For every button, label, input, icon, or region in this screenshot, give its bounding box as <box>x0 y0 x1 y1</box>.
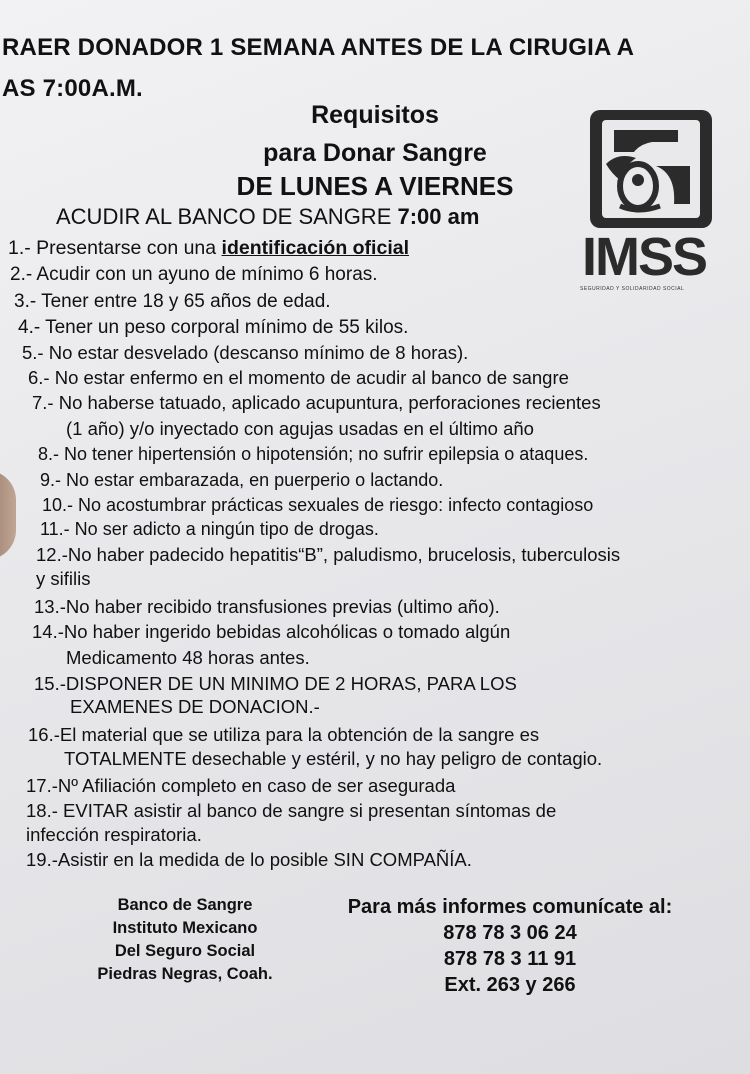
requirement-item-16-cont <box>64 748 602 770</box>
footer-address <box>70 894 300 986</box>
requirement-text: 11.- No ser adicto a ningún tipo de drogas. <box>40 519 379 539</box>
requirement-text: y sifilis <box>36 568 91 589</box>
footer-contact <box>305 894 715 998</box>
requirement-item-15-cont <box>70 696 320 718</box>
requirement-text: EXAMENES DE DONACION.- <box>70 696 320 717</box>
requirement-item-12 <box>36 544 620 566</box>
requirement-text: 10.- No acostumbrar prácticas sexuales de riesgo: infecto contagioso <box>42 495 594 515</box>
contact-heading: Para más informes comunícate al: <box>347 896 673 918</box>
requirement-item-15 <box>34 673 517 695</box>
requirement-text: infección respiratoria. <box>26 824 202 845</box>
phone-number: 878 78 3 11 91 <box>443 948 577 970</box>
requirement-text: 12.-No haber padecido hepatitis“B”, paludismo, brucelosis, tuberculosis <box>36 544 621 565</box>
requirement-text: 19.-Asistir en la medida de lo posible SIN COMPAÑÍA. <box>26 849 472 870</box>
requirement-item-3 <box>14 291 331 313</box>
requirement-item-1 <box>8 237 409 259</box>
requirement-item-13 <box>34 596 500 618</box>
requirement-item-5 <box>22 342 468 364</box>
logo-text: IMSS <box>582 227 707 287</box>
requirement-text: 5.- No estar desvelado (descanso mínimo de 8 horas). <box>22 342 469 363</box>
requirement-text: 8.- No tener hipertensión o hipotensión; no sufrir epilepsia o ataques. <box>38 444 589 464</box>
header-line-1: RAER DONADOR 1 SEMANA ANTES DE LA CIRUGIA A <box>2 34 635 61</box>
footer-address-line: Instituto Mexicano <box>112 919 258 937</box>
requirement-emphasis: identificación oficial <box>221 237 409 259</box>
subheading <box>56 204 479 230</box>
subheading-prefix: ACUDIR AL BANCO DE SANGRE <box>56 204 398 229</box>
requirement-text: 14.-No haber ingerido bebidas alcohólicas o tomado algún <box>32 621 511 642</box>
requirement-item-18-cont <box>26 824 202 846</box>
footer-address-line: Piedras Negras, Coah. <box>97 965 273 983</box>
requirement-item-11 <box>40 518 379 540</box>
requirement-text: Medicamento 48 horas antes. <box>66 647 310 668</box>
requirement-item-6 <box>28 367 569 389</box>
requirement-text: 18.- EVITAR asistir al banco de sangre si presentan síntomas de <box>26 800 557 821</box>
title-requisitos: Requisitos <box>311 101 439 129</box>
title-donar-sangre: para Donar Sangre <box>263 139 487 167</box>
requirement-item-18 <box>26 800 556 822</box>
requirement-item-4 <box>18 317 408 339</box>
title-days: DE LUNES A VIERNES <box>236 171 514 201</box>
requirement-text: 17.-Nº Afiliación completo en caso de ser asegurada <box>26 775 456 796</box>
requirement-text: 1.- Presentarse con una <box>8 237 222 259</box>
thumb-photo-edge <box>0 470 16 560</box>
requirement-item-9 <box>40 469 443 491</box>
requirement-text: 7.- No haberse tatuado, aplicado acupuntura, perforaciones recientes <box>32 392 601 413</box>
requirement-text: 3.- Tener entre 18 y 65 años de edad. <box>14 291 331 312</box>
requirement-item-10 <box>42 494 593 516</box>
requirement-text: (1 año) y/o inyectado con agujas usadas en el último año <box>66 418 534 439</box>
requirement-item-16 <box>28 724 539 746</box>
requirement-text: 4.- Tener un peso corporal mínimo de 55 kilos. <box>18 317 409 338</box>
header-line-2: AS 7:00A.M. <box>2 75 143 102</box>
requirement-text: TOTALMENTE desechable y estéril, y no hay peligro de contagio. <box>64 748 603 769</box>
requirement-text: 16.-El material que se utiliza para la obtención de la sangre es <box>28 724 540 745</box>
footer-address-line: Banco de Sangre <box>117 896 253 914</box>
phone-extensions: Ext. 263 y 266 <box>444 974 576 996</box>
requirement-item-7-cont <box>66 418 534 440</box>
requirement-text: 13.-No haber recibido transfusiones previas (ultimo año). <box>34 596 500 617</box>
footer-address-line: Del Seguro Social <box>114 942 256 960</box>
requirement-item-2 <box>10 264 378 286</box>
requirement-item-8 <box>38 443 588 465</box>
requirement-text: 6.- No estar enfermo en el momento de acudir al banco de sangre <box>28 367 569 388</box>
requirement-item-17 <box>26 775 455 797</box>
requirement-text: 15.-DISPONER DE UN MINIMO DE 2 HORAS, PARA LOS <box>34 673 517 694</box>
phone-number: 878 78 3 06 24 <box>443 922 577 944</box>
subheading-time: 7:00 am <box>397 204 480 229</box>
requirement-item-19 <box>26 849 472 871</box>
requirement-item-14 <box>32 621 510 643</box>
logo-tagline: SEGURIDAD Y SOLIDARIDAD SOCIAL <box>580 286 685 292</box>
requirement-text: 2.- Acudir con un ayuno de mínimo 6 horas. <box>10 264 378 285</box>
requirement-text: 9.- No estar embarazada, en puerperio o lactando. <box>40 470 444 490</box>
requirement-item-14-cont <box>66 647 310 669</box>
imss-logo <box>580 108 720 298</box>
requirement-item-7 <box>32 392 601 414</box>
requirement-item-12-cont <box>36 568 90 590</box>
